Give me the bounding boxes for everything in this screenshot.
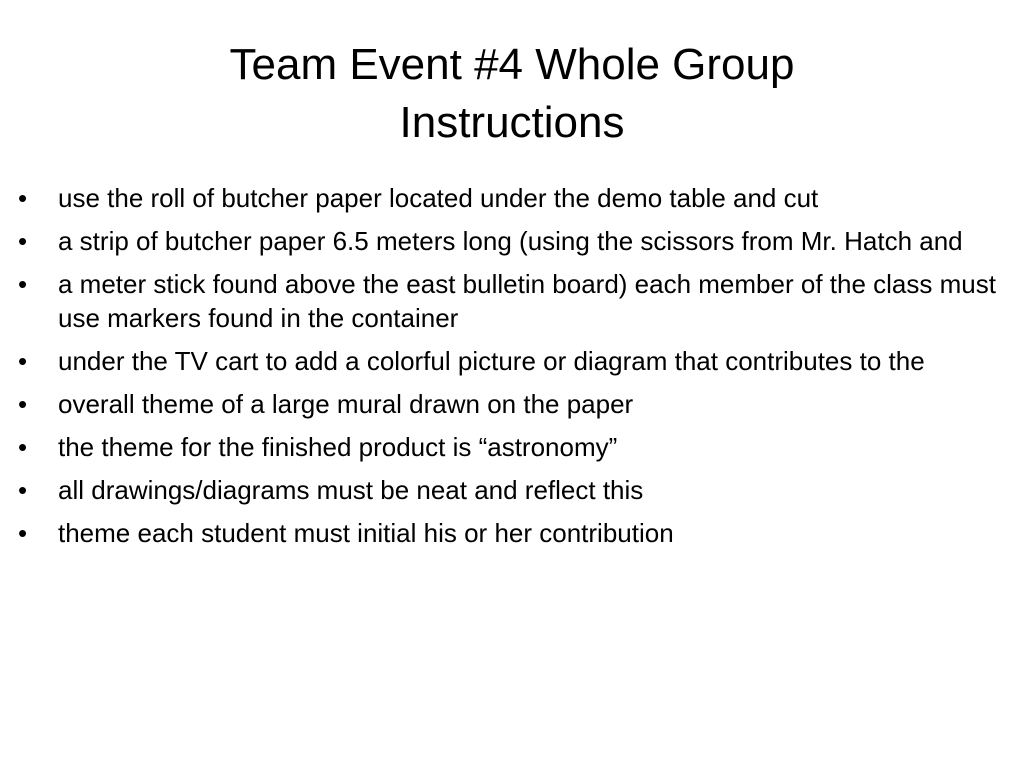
bullet-item-6 xyxy=(18,430,1008,464)
bullet-text: the theme for the finished product is “astronomy” xyxy=(58,432,618,462)
bullet-icon: • xyxy=(18,269,28,299)
bullet-item-4 xyxy=(18,344,1008,378)
bullet-text: a meter stick found above the east bulletin board) each member of the class must use markers found in the container xyxy=(58,269,996,333)
bullet-text: overall theme of a large mural drawn on the paper xyxy=(58,389,634,419)
slide-title-line-2: Instructions xyxy=(399,98,625,147)
bullet-item-5 xyxy=(18,387,1008,421)
bullet-icon: • xyxy=(18,346,28,376)
bullet-text: all drawings/diagrams must be neat and reflect this xyxy=(58,475,644,505)
bullet-icon: • xyxy=(18,389,28,419)
bullet-icon: • xyxy=(18,475,28,505)
bullet-item-7 xyxy=(18,473,1008,507)
bullet-text: theme each student must initial his or her contribution xyxy=(58,518,674,548)
slide-title xyxy=(60,36,964,152)
slide-title-line-1: Team Event #4 Whole Group xyxy=(229,40,795,89)
bullet-item-2 xyxy=(18,224,1008,258)
bullet-text: under the TV cart to add a colorful picture or diagram that contributes to the xyxy=(58,346,925,376)
bullet-icon: • xyxy=(18,226,28,256)
bullet-item-1 xyxy=(18,181,1008,215)
bullet-icon: • xyxy=(18,432,28,462)
bullet-item-3 xyxy=(18,267,1008,335)
bullet-text: use the roll of butcher paper located under the demo table and cut xyxy=(58,183,819,213)
bullet-item-8 xyxy=(18,516,1008,550)
bullet-list xyxy=(18,181,1008,559)
bullet-text: a strip of butcher paper 6.5 meters long (using the scissors from Mr. Hatch and xyxy=(58,226,963,256)
bullet-icon: • xyxy=(18,183,28,213)
bullet-icon: • xyxy=(18,518,28,548)
